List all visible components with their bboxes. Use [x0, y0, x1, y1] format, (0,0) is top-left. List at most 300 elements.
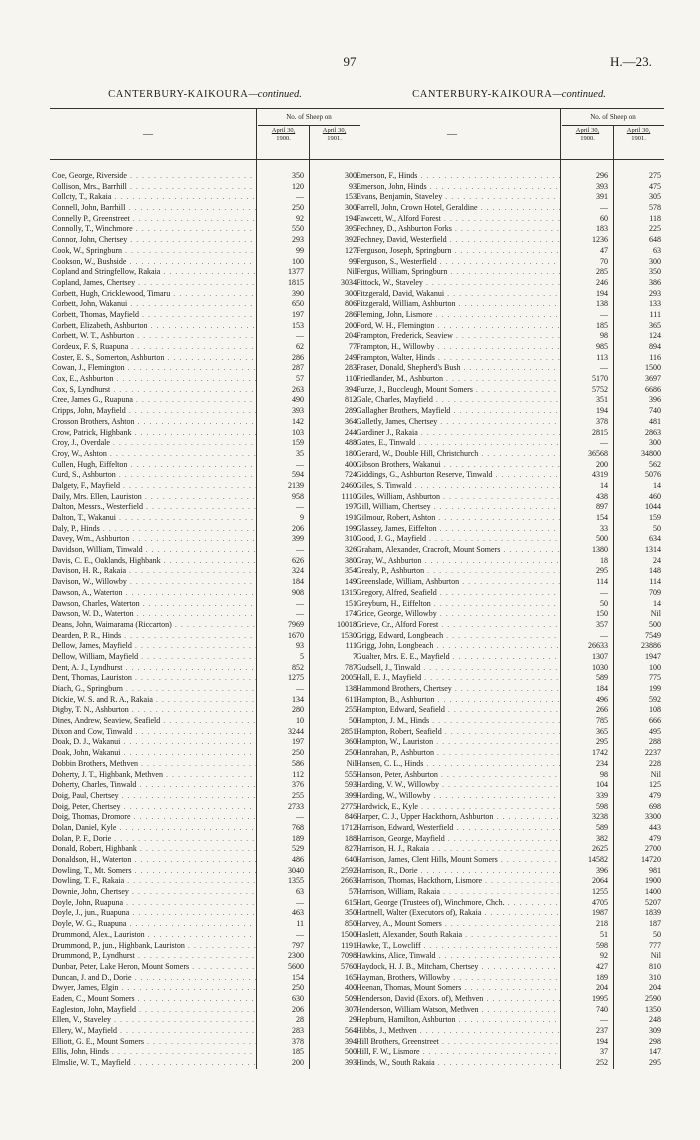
- sheep-1900: 3040: [288, 865, 304, 875]
- owner-name: Fraser, Donald, Shepherd's Bush . . .: [356, 363, 560, 374]
- table-row: [50, 470, 360, 481]
- sheep-1900: 14582: [588, 855, 608, 864]
- sheep-1901: 350: [649, 267, 661, 277]
- table-row: [50, 908, 360, 919]
- sheep-1901: 394: [345, 1036, 357, 1046]
- owner-name: Hall, E. J., Mayfield . . .: [356, 673, 560, 684]
- sheep-1900: 5170: [592, 374, 608, 384]
- table-row: [50, 289, 360, 300]
- sheep-1901: 488: [345, 438, 357, 448]
- sheep-1901: 2237: [645, 748, 661, 758]
- table-row: [50, 898, 360, 909]
- owner-name: Diach, G., Springburn . . .: [52, 684, 256, 695]
- owner-name: Gudsell, J., Tinwald . . .: [356, 663, 560, 674]
- sheep-1901: 2775: [341, 801, 357, 811]
- sheep-1901: 1315: [341, 587, 357, 597]
- table-row: [50, 1026, 360, 1037]
- sheep-1901: 593: [345, 780, 357, 790]
- table-row: [354, 235, 664, 246]
- sheep-1900: 184: [292, 577, 304, 587]
- left-column: [50, 88, 360, 1069]
- sheep-1900: 104: [596, 780, 608, 790]
- sheep-1900: 189: [596, 972, 608, 982]
- owner-name: Good, J. G., Mayfield . . .: [356, 534, 560, 545]
- owner-name: Gregory, Alfred, Seafield . . .: [356, 588, 560, 599]
- sheep-1901: 111: [649, 309, 661, 319]
- sheep-1900: 5752: [592, 384, 608, 394]
- sheep-1901: 77: [349, 342, 357, 351]
- sheep-1900: 1987: [592, 908, 608, 918]
- owner-name: Drummond, Alex., Lauriston . . .: [52, 930, 256, 941]
- sheep-1900: 14: [600, 480, 608, 490]
- owner-name: Elliott, G. E., Mount Somers . . .: [52, 1037, 256, 1048]
- sheep-1900: 237: [596, 1026, 608, 1035]
- sheep-1901: 3300: [645, 812, 661, 822]
- sheep-1901: 293: [649, 288, 661, 298]
- table-row: [354, 524, 664, 535]
- owner-name: Connell, John, Barrhill . . .: [52, 203, 256, 214]
- year-1900-header: April 30, 1900.: [271, 127, 296, 142]
- owner-name: Heenan, Thomas, Mount Somers . . .: [356, 983, 560, 994]
- table-row: [354, 716, 664, 727]
- owner-name: Doak, D. J., Wakanui . . .: [52, 737, 256, 748]
- table-row: [354, 299, 664, 310]
- sheep-1900: 9: [300, 513, 304, 522]
- owner-name: Frampton, Frederick, Seaview . . .: [356, 331, 560, 342]
- table-row: [50, 727, 360, 738]
- sheep-1901: 350: [345, 908, 357, 918]
- table-row: [50, 524, 360, 535]
- sheep-1900: 399: [292, 534, 304, 544]
- table-row: [354, 652, 664, 663]
- sheep-1901: 724: [345, 470, 357, 480]
- sheep-1900: —: [600, 1015, 608, 1025]
- sheep-1901: 812: [345, 395, 357, 405]
- sheep-1901: 99: [349, 256, 357, 266]
- sheep-1901: 400: [345, 459, 357, 469]
- sheep-1901: 307: [345, 1004, 357, 1014]
- sheep-1901: Nil: [650, 609, 661, 619]
- sheep-1901: 2590: [645, 993, 661, 1003]
- sheep-1901: 10018: [337, 619, 357, 629]
- sheep-1901: 7098: [341, 951, 357, 961]
- sheep-1900: 250: [292, 203, 304, 213]
- sheep-1901: 2663: [341, 876, 357, 886]
- sheep-1900: 589: [596, 673, 608, 683]
- sheep-1900: 134: [292, 694, 304, 704]
- sheep-1900: 142: [292, 416, 304, 426]
- table-row: [354, 673, 664, 684]
- sheep-1900: 1275: [288, 673, 304, 683]
- owner-name: Galletly, James, Chertsey . . .: [356, 417, 560, 428]
- sheep-1901: 2005: [341, 673, 357, 683]
- sheep-1900: 36568: [588, 448, 608, 458]
- table-row: [50, 566, 360, 577]
- table-row: [354, 588, 664, 599]
- sheep-1900: 62: [296, 342, 304, 351]
- owner-name: Copland and Stringfellow, Rakaia . . .: [52, 267, 256, 278]
- sheep-1901: 400: [345, 983, 357, 993]
- sheep-1900: 18: [600, 555, 608, 565]
- sheep-1901: 509: [345, 993, 357, 1003]
- sheep-1901: 2460: [341, 480, 357, 490]
- sheep-1900: —: [296, 331, 304, 341]
- table-row: [354, 780, 664, 791]
- owner-name: Deans, John, Waimarama (Riccarton) . . .: [52, 620, 256, 631]
- table-row: [50, 812, 360, 823]
- sheep-1900: 204: [596, 983, 608, 993]
- owner-name: Ellis, John, Hinds . . .: [52, 1047, 256, 1058]
- owner-name: Glassey, James, Eiffelton . . .: [356, 524, 560, 535]
- sheep-1900: 255: [292, 790, 304, 800]
- owner-name: Emerson, F., Hinds . . .: [356, 171, 560, 182]
- owner-name: Connor, John, Chertsey . . .: [52, 235, 256, 246]
- sheep-1901: 283: [345, 363, 357, 373]
- owner-name: Henderson, William Watson, Methven . . .: [356, 1005, 560, 1016]
- table-row: [354, 246, 664, 257]
- sheep-1900: 63: [296, 887, 304, 897]
- table-row: [50, 428, 360, 439]
- owner-name: Cowan, J., Flemington . . .: [52, 363, 256, 374]
- sheep-1900: 99: [296, 245, 304, 255]
- sheep-1901: 777: [649, 940, 661, 950]
- owner-name: Fleming, John, Lismore . . .: [356, 310, 560, 321]
- owner-name: Hammond Brothers, Chertsey . . .: [356, 684, 560, 695]
- sheep-1901: 148: [649, 566, 661, 576]
- table-row: [354, 631, 664, 642]
- owner-name: Corbett, John, Wakanui . . .: [52, 299, 256, 310]
- table-row: [50, 866, 360, 877]
- sheep-1900: 908: [292, 587, 304, 597]
- sheep-1900: —: [296, 812, 304, 822]
- table-row: [354, 823, 664, 834]
- sheep-1900: 2733: [288, 801, 304, 811]
- sheep-1901: 110: [345, 374, 357, 384]
- sheep-1900: 768: [292, 822, 304, 832]
- sheep-1901: 479: [649, 833, 661, 843]
- table-row: [354, 182, 664, 193]
- sheep-1900: 1815: [288, 277, 304, 287]
- sheep-1900: 7969: [288, 619, 304, 629]
- owner-name: Harrison, William, Rakaia . . .: [356, 887, 560, 898]
- owner-name: Corbett, Elizabeth, Ashburton . . .: [52, 321, 256, 332]
- owner-name: Doig, Paul, Chertsey . . .: [52, 791, 256, 802]
- sheep-1901: 228: [649, 758, 661, 768]
- sheep-1901: 1900: [645, 876, 661, 886]
- sheep-1901: 360: [345, 737, 357, 747]
- owner-name: Davis, C. E., Oaklands, Highbank . . .: [52, 556, 256, 567]
- owner-name: Haydock, H. J. B., Mitcham, Chertsey . . .: [356, 962, 560, 973]
- sheep-1901: 50: [653, 523, 661, 533]
- table-row: [354, 449, 664, 460]
- table-row: [354, 919, 664, 930]
- sheep-1900: 287: [292, 363, 304, 373]
- year-1900-header: April 30, 1900.: [575, 127, 600, 142]
- sheep-1901: 1712: [341, 822, 357, 832]
- sheep-1900: 93: [296, 641, 304, 651]
- sheep-1900: —: [296, 609, 304, 619]
- table-row: [50, 983, 360, 994]
- sheep-1901: 108: [649, 705, 661, 715]
- table-row: [50, 363, 360, 374]
- owner-name: Collcty, T., Rakaia . . .: [52, 192, 256, 203]
- sheep-1900: 1030: [592, 662, 608, 672]
- owner-name: Coe, George, Riverside . . .: [52, 171, 256, 182]
- table-row: [354, 481, 664, 492]
- sheep-1900: 206: [292, 523, 304, 533]
- sheep-1900: 391: [596, 192, 608, 202]
- table-row: [50, 438, 360, 449]
- owner-name: Evans, Benjamin, Staveley . . .: [356, 192, 560, 203]
- sheep-1901: 775: [649, 673, 661, 683]
- sheep-1900: 740: [596, 1004, 608, 1014]
- table-row: [50, 449, 360, 460]
- sheep-1900: 486: [292, 855, 304, 864]
- sheep-1900: 185: [292, 1047, 304, 1057]
- sheep-1900: 2815: [592, 427, 608, 437]
- name-column-header: —: [447, 129, 457, 140]
- sheep-1901: 1110: [341, 491, 357, 501]
- owner-name: Cordeux, F. S, Ruapuna . . .: [52, 342, 256, 353]
- table-row: [50, 823, 360, 834]
- table-row: [50, 780, 360, 791]
- owner-name: Dixon and Cow, Tinwald . . .: [52, 727, 256, 738]
- sheep-1901: 394: [345, 384, 357, 394]
- owner-name: Fawcett, W., Alford Forest . . .: [356, 214, 560, 225]
- page-reference: H.—23.: [610, 54, 652, 69]
- table-row: [354, 214, 664, 225]
- owner-name: Fitzgerald, David, Wakanui . . .: [356, 289, 560, 300]
- sheep-1901: 392: [345, 235, 357, 245]
- sheep-1901: 199: [649, 684, 661, 693]
- owner-name: Doak, John, Wakanui . . .: [52, 748, 256, 759]
- sheep-1901: 1350: [645, 1004, 661, 1014]
- sheep-1900: 1255: [592, 887, 608, 897]
- sheep-1901: 2700: [645, 844, 661, 854]
- table-row: [50, 321, 360, 332]
- sheep-1900: 897: [596, 502, 608, 512]
- sheep-1900: 194: [596, 1036, 608, 1046]
- sheep-1900: 50: [600, 598, 608, 608]
- sheep-1900: 51: [600, 929, 608, 939]
- table-row: [50, 802, 360, 813]
- sheep-1901: 666: [649, 716, 661, 726]
- owner-name: Doyle, John, Ruapuna . . .: [52, 898, 256, 909]
- sheep-1901: 364: [345, 416, 357, 426]
- table-row: [354, 321, 664, 332]
- sheep-1900: 2064: [592, 876, 608, 886]
- owner-name: Cree, James G., Ruapuna . . .: [52, 395, 256, 406]
- owner-name: Downie, John, Chertsey . . .: [52, 887, 256, 898]
- table-row: [354, 310, 664, 321]
- owner-name: Doherty, Charles, Tinwald . . .: [52, 780, 256, 791]
- sheep-1900: 550: [292, 224, 304, 234]
- owner-name: Gale, Charles, Mayfield . . .: [356, 395, 560, 406]
- owner-name: Graham, Alexander, Cracroft, Mount Somers . . .: [356, 545, 560, 556]
- sheep-1901: 562: [649, 459, 661, 469]
- table-row: [354, 941, 664, 952]
- sheep-1901: 300: [649, 438, 661, 448]
- sheep-1900: 3238: [592, 812, 608, 822]
- table-row: [50, 203, 360, 214]
- table-row: [50, 973, 360, 984]
- owner-name: Grigg, Edward, Longbeach . . .: [356, 631, 560, 642]
- table-row: [354, 566, 664, 577]
- sheep-1900: 324: [292, 566, 304, 576]
- sheep-1901: 846: [345, 812, 357, 822]
- sheep-1900: 159: [292, 438, 304, 448]
- owner-name: Drummond, P., Lyndhurst . . .: [52, 951, 256, 962]
- sheep-1900: 185: [596, 320, 608, 330]
- sheep-1901: 138: [345, 684, 357, 693]
- section-title: CANTERBURY-KAIKOURA—continued.: [412, 89, 606, 100]
- table-row: [354, 342, 664, 353]
- owner-name: Harper, C. J., Upper Hackthorn, Ashburton . . .: [356, 812, 560, 823]
- owner-name: Collison, Mrs., Barrhill . . .: [52, 182, 256, 193]
- table-row: [50, 171, 360, 182]
- owner-name: Cox, E., Ashburton . . .: [52, 374, 256, 385]
- sheep-1900: 234: [596, 758, 608, 768]
- sheep-1901: 894: [649, 342, 661, 351]
- sheep-1901: 592: [649, 694, 661, 704]
- sheep-1900: —: [296, 598, 304, 608]
- owner-name: Fergus, William, Springburn . . .: [356, 267, 560, 278]
- table-row: [354, 866, 664, 877]
- owner-name: Eaden, C., Mount Somers . . .: [52, 994, 256, 1005]
- table-row: [50, 182, 360, 193]
- owner-name: Greyburn, H., Eiffelton . . .: [356, 599, 560, 610]
- table-row: [354, 705, 664, 716]
- table-row: [50, 278, 360, 289]
- owner-name: Hart, George (Trustees of), Winchmore, Chch. . . .: [356, 898, 560, 909]
- sheep-1900: 427: [596, 961, 608, 971]
- table-row: [354, 267, 664, 278]
- owner-name: Connelly P., Greenstreet . . .: [52, 214, 256, 225]
- sheep-1900: 285: [596, 267, 608, 277]
- sheep-1900: 150: [596, 609, 608, 619]
- sheep-1901: 495: [649, 726, 661, 736]
- table-row: [354, 1058, 664, 1069]
- sheep-1900: 378: [292, 1036, 304, 1046]
- owner-name: Dowling, T., Mt. Somers . . .: [52, 866, 256, 877]
- sheep-1900: 114: [596, 577, 608, 587]
- owner-name: Hill, F. W., Lismore . . .: [356, 1047, 560, 1058]
- sheep-1900: 529: [292, 844, 304, 854]
- owner-name: Doyle, J., jun., Ruapuna . . .: [52, 908, 256, 919]
- sheep-1900: 393: [596, 181, 608, 191]
- sheep-1901: Nil: [346, 267, 357, 277]
- sheep-1900: 113: [596, 352, 608, 362]
- table-row: [50, 994, 360, 1005]
- owner-name: Ellen, V., Staveley . . .: [52, 1015, 256, 1026]
- table-row: [354, 289, 664, 300]
- sheep-1901: 1947: [645, 651, 661, 661]
- owner-name: Copland, James, Chertsey . . .: [52, 278, 256, 289]
- owner-name: Grice, George, Willowby . . .: [356, 609, 560, 620]
- owner-name: Harrison, James, Clent Hills, Mount Somers . . .: [356, 855, 560, 866]
- table-row: [354, 791, 664, 802]
- table-row: [50, 224, 360, 235]
- table-row: [50, 705, 360, 716]
- table-row: [354, 353, 664, 364]
- owner-name: Gerard, W., Double Hill, Christchurch . . .: [356, 449, 560, 460]
- owner-name: Duncan, J. and D., Dorie . . .: [52, 973, 256, 984]
- owner-name: Frampton, H., Willowby . . .: [356, 342, 560, 353]
- table-row: [50, 930, 360, 941]
- table-row: [50, 737, 360, 748]
- sheep-1900: 396: [596, 865, 608, 875]
- owner-name: Davison, W., Willowby . . .: [52, 577, 256, 588]
- table-row: [354, 834, 664, 845]
- table-row: [354, 887, 664, 898]
- sheep-1901: 63: [653, 245, 661, 255]
- sheep-1901: 289: [345, 406, 357, 416]
- owner-name: Cripps, John, Mayfield . . .: [52, 406, 256, 417]
- sheep-1901: 578: [649, 203, 661, 213]
- sheep-1901: 1500: [645, 363, 661, 373]
- table-row: [50, 684, 360, 695]
- table-row: [354, 684, 664, 695]
- table-row: [50, 417, 360, 428]
- sheep-1901: 615: [345, 897, 357, 907]
- sheep-1901: 34800: [641, 448, 661, 458]
- owner-name: Haslett, Alexander, South Rakaia . . .: [356, 930, 560, 941]
- sheep-1900: 5600: [288, 961, 304, 971]
- table-row: [354, 203, 664, 214]
- table-row: [354, 695, 664, 706]
- sheep-1900: 598: [596, 940, 608, 950]
- sheep-1901: 275: [649, 171, 661, 180]
- table-row: [354, 331, 664, 342]
- owner-name: Dobbin Brothers, Methven . . .: [52, 759, 256, 770]
- sheep-1901: 248: [649, 1015, 661, 1025]
- sheep-1901: 698: [649, 801, 661, 811]
- table-row: [50, 748, 360, 759]
- owner-name: Dowling, T. F., Rakaia . . .: [52, 876, 256, 887]
- table-row: [354, 770, 664, 781]
- table-row: [354, 855, 664, 866]
- sheep-1901: 479: [649, 790, 661, 800]
- sheep-1900: 985: [596, 342, 608, 351]
- owner-name: Curd, S., Ashburton . . .: [52, 470, 256, 481]
- owner-name: Doherty, J. T., Highbank, Methven . . .: [52, 770, 256, 781]
- sheep-1901: 24: [653, 555, 661, 565]
- owner-name: Frampton, Walter, Hinds . . .: [356, 353, 560, 364]
- sheep-1900: 1377: [288, 267, 304, 277]
- sheep-1900: 594: [292, 470, 304, 480]
- table-row: [50, 492, 360, 503]
- sheep-1900: 28: [296, 1015, 304, 1025]
- sheep-1900: —: [600, 309, 608, 319]
- owner-name: Drummond, P., jun., Highbank, Lauriston . . .: [52, 941, 256, 952]
- table-row: [50, 770, 360, 781]
- sheep-1901: 611: [345, 694, 357, 704]
- owner-name: Harrison, Thomas, Hackthorn, Lismore . . .: [356, 876, 560, 887]
- owner-name: Eagleston, John, Mayfield . . .: [52, 1005, 256, 1016]
- sheep-1901: 365: [649, 320, 661, 330]
- sheep-1901: 57: [349, 887, 357, 897]
- sheep-count-header: No. of Sheep on: [562, 109, 664, 126]
- table-row: [50, 1058, 360, 1069]
- owner-name: Davidson, William, Tinwald . . .: [52, 545, 256, 556]
- table-row: [354, 363, 664, 374]
- sheep-1900: —: [296, 502, 304, 512]
- owner-name: Gibson Brothers, Wakanui . . .: [356, 460, 560, 471]
- owner-name: Harding, V. W., Willowby . . .: [356, 780, 560, 791]
- table-row: [50, 513, 360, 524]
- sheep-1900: —: [296, 545, 304, 555]
- table-row: [50, 556, 360, 567]
